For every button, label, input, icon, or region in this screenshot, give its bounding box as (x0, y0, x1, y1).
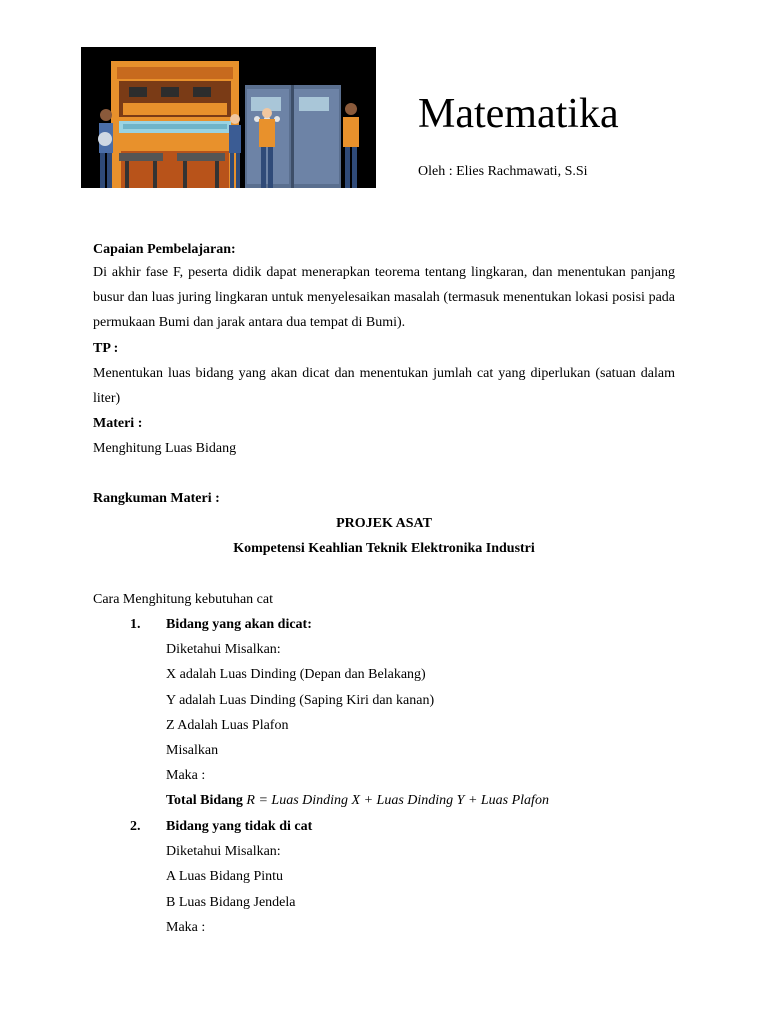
header-illustration (81, 47, 376, 188)
list-item-heading: Bidang yang tidak di cat (166, 819, 313, 834)
list-item-line: Maka : (166, 919, 206, 935)
document-title: Matematika (418, 91, 619, 137)
list-item-heading: Bidang yang akan dicat: (166, 617, 312, 632)
list-number-1: 1. (130, 617, 141, 632)
capaian-label: Capaian Pembelajaran: (93, 242, 236, 257)
kompetensi-title: Kompetensi Keahlian Teknik Elektronika Industri (233, 541, 535, 556)
list-item-line: Misalkan (166, 743, 219, 759)
total-line (166, 788, 676, 813)
list-item-line: Z Adalah Luas Plafon (166, 717, 289, 733)
tp-label: TP : (93, 341, 119, 356)
list-item-line: Y adalah Luas Dinding (Saping Kiri dan kanan) (166, 692, 435, 708)
list-item-line: Diketahui Misalkan: (166, 642, 281, 658)
list-item-2 (166, 814, 676, 940)
list-item-1 (166, 612, 676, 814)
list-item-line: A Luas Bidang Pintu (166, 869, 284, 885)
projek-title: PROJEK ASAT (336, 516, 432, 531)
materi-text: Menghitung Luas Bidang (93, 441, 237, 456)
list-item-line: Diketahui Misalkan: (166, 844, 281, 860)
list-item-line: X adalah Luas Dinding (Depan dan Belakang) (166, 667, 426, 683)
materi-label: Materi : (93, 416, 143, 431)
rangkuman-label: Rangkuman Materi : (93, 491, 220, 506)
total-label: Total Bidang (166, 793, 243, 809)
list-item-line: Maka : (166, 768, 206, 784)
list-number-2: 2. (130, 819, 141, 834)
list-item-line: B Luas Bidang Jendela (166, 894, 296, 910)
cara-intro: Cara Menghitung kebutuhan cat (93, 592, 274, 607)
document-author: Oleh : Elies Rachmawati, S.Si (418, 164, 588, 179)
capaian-text: Di akhir fase F, peserta didik dapat menerapkan teorema tentang lingkaran, dan menentukan panjang busur dan luas juring lingkaran untuk menyelesaikan masalah (termasuk menentukan lokasi posisi pada permukaan Bumi dan jarak antara dua tempat di Bumi). (93, 265, 675, 331)
tp-text: Menentukan luas bidang yang akan dicat dan menentukan jumlah cat yang diperlukan (satuan dalam liter) (93, 366, 675, 407)
total-formula: R = Luas Dinding X + Luas Dinding Y + Luas Plafon (246, 793, 549, 809)
